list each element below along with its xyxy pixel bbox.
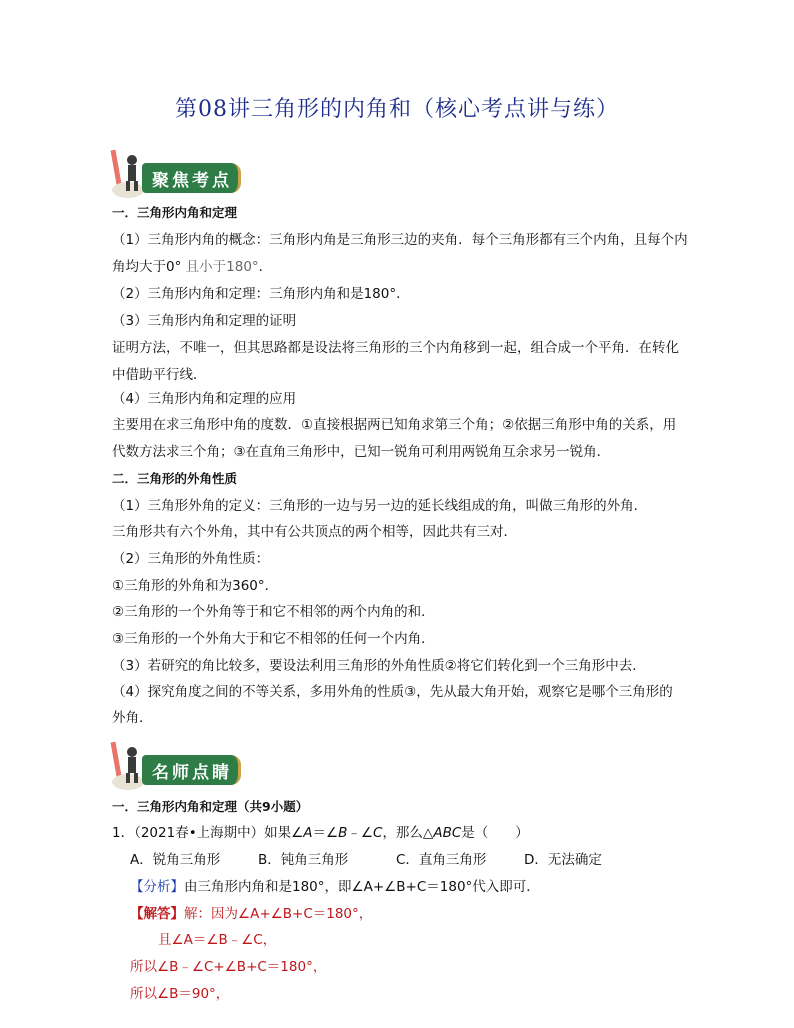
section-banner-tips: [108, 738, 240, 794]
analysis-line: 【分析】由三角形内角和是180°，即∠A+∠B+C＝180°代入即可．: [130, 879, 540, 895]
paragraph-line: 代数方法求三个角；③在直角三角形中，已知一锐角可利用两锐角互余求另一锐角．: [112, 444, 611, 460]
paragraph-line: 三角形共有六个外角，其中有公共顶点的两个相等，因此共有三对．: [112, 524, 517, 540]
option-a: A．锐角三角形: [130, 852, 221, 868]
solution-step: 所以∠B＝90°，: [130, 986, 230, 1002]
paragraph-line: （2）三角形的外角性质：: [112, 551, 270, 567]
paragraph-line: 外角．: [112, 710, 153, 726]
paragraph-line: 证明方法，不唯一，但其思路都是设法将三角形的三个内角移到一起，组合成一个平角．在转化: [112, 340, 679, 356]
paragraph-line: ③三角形的一个外角大于和它不相邻的任何一个内角．: [112, 631, 435, 647]
solution-step: 所以∠B﹣∠C+∠B+C＝180°，: [130, 959, 327, 975]
option-c: C．直角三角形: [396, 852, 487, 868]
paragraph-line: ②三角形的一个外角等于和它不相邻的两个内角的和．: [112, 604, 435, 620]
answer-line: 【解答】解：因为∠A+∠B+C＝180°，: [130, 906, 373, 922]
page-title: 第08讲三角形的内角和（核心考点讲与练）: [175, 97, 619, 122]
section-heading: 一．三角形内角和定理（共9小题）: [112, 799, 309, 814]
paragraph-line: （3）若研究的角比较多，要设法利用三角形的外角性质②将它们转化到一个三角形中去．: [112, 658, 646, 674]
paragraph-line: 角均大于0° 且小于180°．: [112, 259, 273, 275]
paragraph-line: （1）三角形内角的概念：三角形内角是三角形三边的夹角．每个三角形都有三个内角，且每个内: [112, 232, 688, 248]
paragraph-line: （3）三角形内角和定理的证明: [112, 313, 297, 329]
paragraph-line: 中借助平行线．: [112, 367, 207, 383]
section-banner-focus: [108, 146, 240, 202]
paragraph-line: （4）三角形内角和定理的应用: [112, 391, 297, 407]
analysis-label: 【分析】: [130, 879, 184, 895]
gray-text: 且小于180°: [185, 259, 259, 275]
paragraph-line: 主要用在求三角形中角的度数．①直接根据两已知角求第三个角；②依据三角形中角的关系，用: [112, 417, 677, 433]
section-heading: 二．三角形的外角性质: [112, 471, 238, 486]
option-b: B．钝角三角形: [258, 852, 349, 868]
paragraph-line: （2）三角形内角和定理：三角形内角和是180°．: [112, 286, 410, 302]
banner-label: 名师点睛: [152, 763, 232, 783]
banner-label: 聚焦考点: [152, 171, 232, 191]
section-heading: 一．三角形内角和定理: [112, 205, 238, 220]
solution-step: 且∠A＝∠B﹣∠C，: [158, 932, 277, 948]
question-line: 1．（2021春•上海期中）如果∠A＝∠B﹣∠C，那么△ABC是（ ）: [112, 825, 529, 841]
paragraph-line: （4）探究角度之间的不等关系，多用外角的性质③，先从最大角开始，观察它是哪个三角形的: [112, 684, 673, 700]
paragraph-line: ①三角形的外角和为360°．: [112, 578, 279, 594]
paragraph-line: （1）三角形外角的定义：三角形的一边与另一边的延长线组成的角，叫做三角形的外角．: [112, 498, 648, 514]
option-d: D．无法确定: [524, 852, 602, 868]
answer-label: 【解答】: [130, 906, 184, 922]
